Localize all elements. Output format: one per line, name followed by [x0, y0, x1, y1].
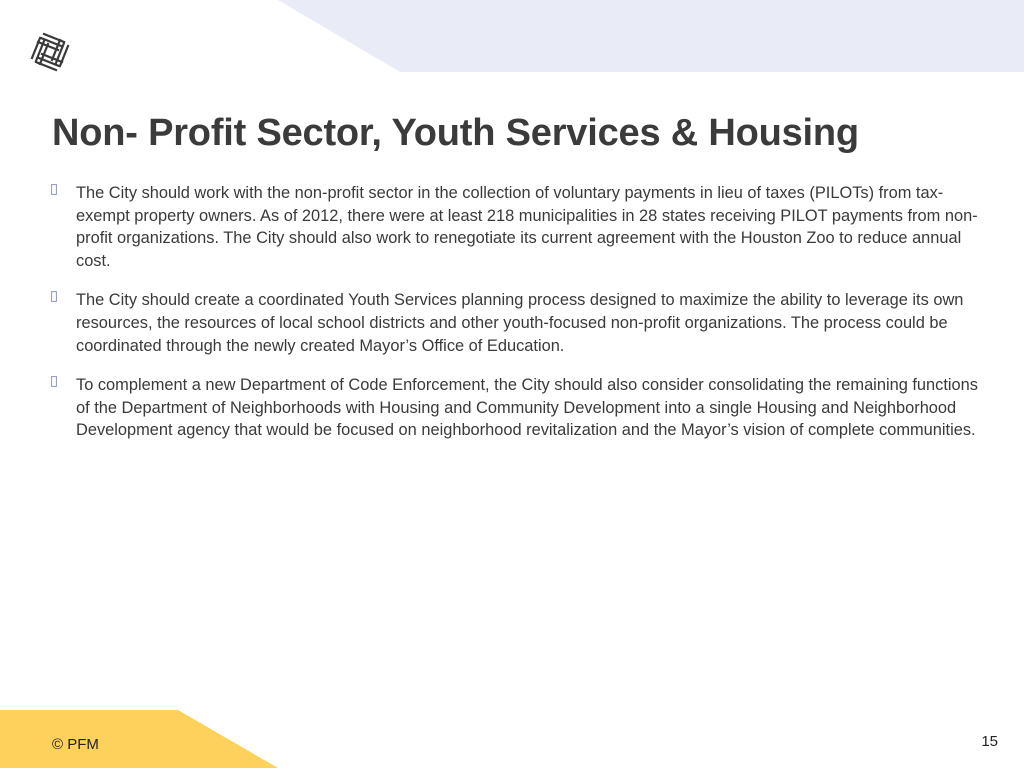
bullet-item — [48, 289, 978, 357]
pfm-logo-icon — [22, 26, 78, 78]
bullet-text: The City should work with the non-profit sector in the collection of voluntary payments in lieu of taxes (PILOTs) from tax-exempt property owners. As of 2012, there were at least 218 municipalities in 28 states receiving PILOT payments from non-profit organizations. The City should also work to renegotiate its current agreement with the Houston Zoo to reduce annual cost. — [76, 184, 978, 270]
bullet-item — [48, 374, 978, 442]
bullet-text: The City should create a coordinated Youth Services planning process designed to maximize the ability to leverage its own resources, the resources of local school districts and other youth-focused non-profit organizations. The process could be coordinated through the newly created Mayor’s Office of Education. — [76, 291, 964, 355]
bullet-text: To complement a new Department of Code Enforcement, the City should also consider consolidating the remaining functions of the Department of Neighborhoods with Housing and Community Development into a single Housing and Neighborhood Development agency that would be focused on neighborhood revitalization and the Mayor’s vision of complete communities. — [76, 376, 978, 440]
slide-title: Non- Profit Sector, Youth Services & Housing — [52, 112, 859, 154]
bullet-marker-icon — [51, 184, 57, 195]
footer-copyright: © PFM — [52, 736, 99, 753]
page-number: 15 — [981, 733, 998, 750]
bullet-marker-icon — [51, 291, 57, 302]
bullet-marker-icon — [51, 376, 57, 387]
bullet-list — [48, 182, 978, 459]
footer-decorative-band — [0, 710, 280, 768]
header-decorative-band — [0, 0, 1024, 72]
bullet-item — [48, 182, 978, 272]
